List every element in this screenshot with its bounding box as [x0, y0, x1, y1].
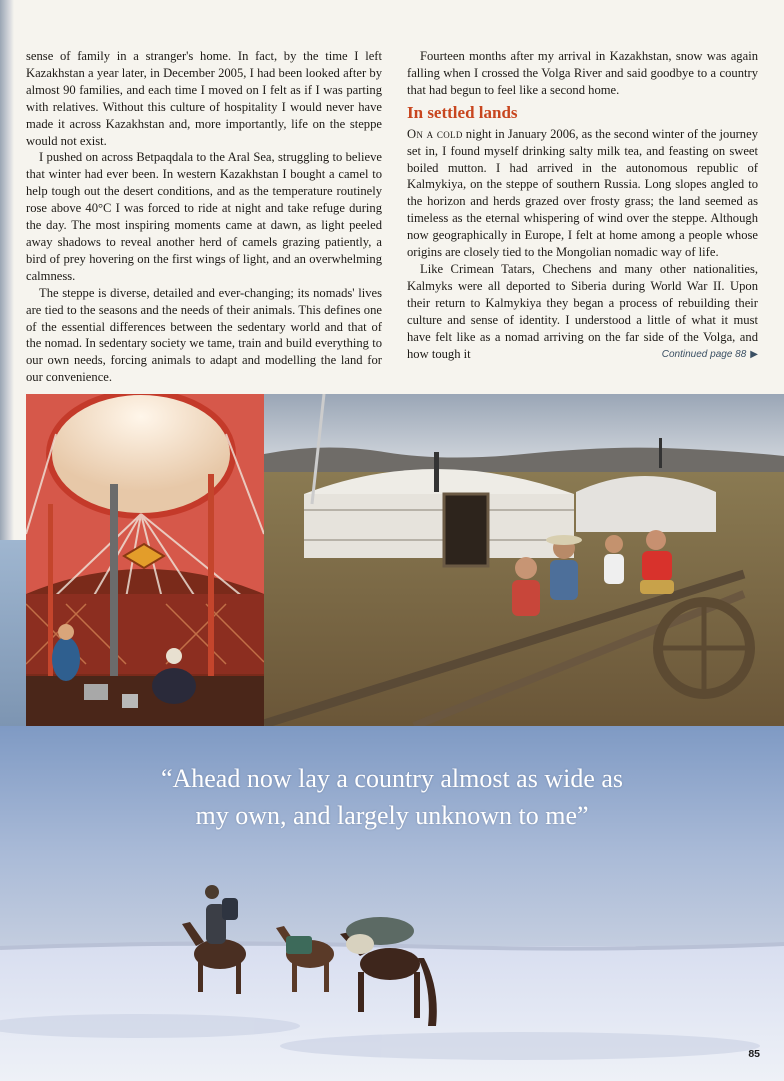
decorative-margin-panel	[0, 540, 26, 726]
paragraph	[407, 126, 758, 261]
pull-quote	[60, 760, 724, 834]
photo-gers-steppe	[264, 394, 784, 726]
photo-yurt-interior	[26, 394, 264, 726]
pull-quote-line: my own, and largely unknown to me”	[195, 801, 589, 830]
paragraph: sense of family in a stranger's home. In fact, by the time I left Kazakhstan a year later, in December 2005, I had been looked after by almost 90 families, and each time I moved on I felt as if I was parting with relatives. Without this culture of hospitality I would never have made it across Kazakhstan and, more importantly, life on the steppe would not exist.	[26, 49, 382, 148]
section-heading: In settled lands	[407, 102, 518, 122]
page-number: 85	[748, 1048, 760, 1060]
paragraph-text: Like Crimean Tatars, Chechens and many other nationalities, Kalmyks were all deported to Siberia during World War II. Upon their return to Kalmykiya they began a process of rebuilding their culture and sense of identity. I understood a little of what it must have felt like as a nomad arriving on the far side of the Volga, and how tough it	[407, 261, 758, 361]
text-column-left	[26, 48, 382, 386]
text-column-right	[407, 48, 758, 363]
paragraph-text: night in January 2006, as the second winter of the journey set in, I found myself drinking salty milk tea, and feasting on sweet boiled mutton. I had arrived in the autonomous republic of Kalmykiya, on the steppe of southern Russia. Long slopes angled to the horizon and herds grazed over frosty grass; the land seemed as timeless as the eternal whispering of wind over the steppe. Although now geographically in Europe, I felt at home among a people whose origins are closely tied to the Mongolian nomadic way of life.	[407, 126, 758, 260]
pull-quote-line: “Ahead now lay a country almost as wide as	[160, 764, 624, 793]
paragraph: I pushed on across Betpaqdala to the Aral Sea, struggling to believe that winter had ever been. In western Kazakhstan I bought a camel to help tough out the desert conditions, and as the temperature routinely rose above 40°C I was forced to ride at night and take refuge during the day. The most inspiring moments came at dawn, as light peeled away shadows to reveal another herd of camels grazing patiently, a bird of prey hovering on the first wings of light, and an overwhelming calmness.	[26, 150, 382, 283]
lead-in: On a cold	[407, 126, 463, 141]
paragraph: The steppe is diverse, detailed and ever-changing; its nomads' lives are tied to the seasons and the needs of their animals. This defines one of the essential differences between the sedentary world and that of the nomad. In sedentary society we tame, train and build everything to our own needs, forcing animals to adapt and modelling the land for our convenience.	[26, 285, 382, 385]
paragraph	[407, 261, 758, 362]
arrow-right-icon: ▶	[750, 348, 758, 360]
continued-link[interactable]: Continued page 88 ▶	[661, 348, 758, 360]
paragraph: Fourteen months after my arrival in Kazakhstan, snow was again falling when I crossed the Volga River and said goodbye to a country that had begun to feel like a second home.	[407, 49, 758, 97]
